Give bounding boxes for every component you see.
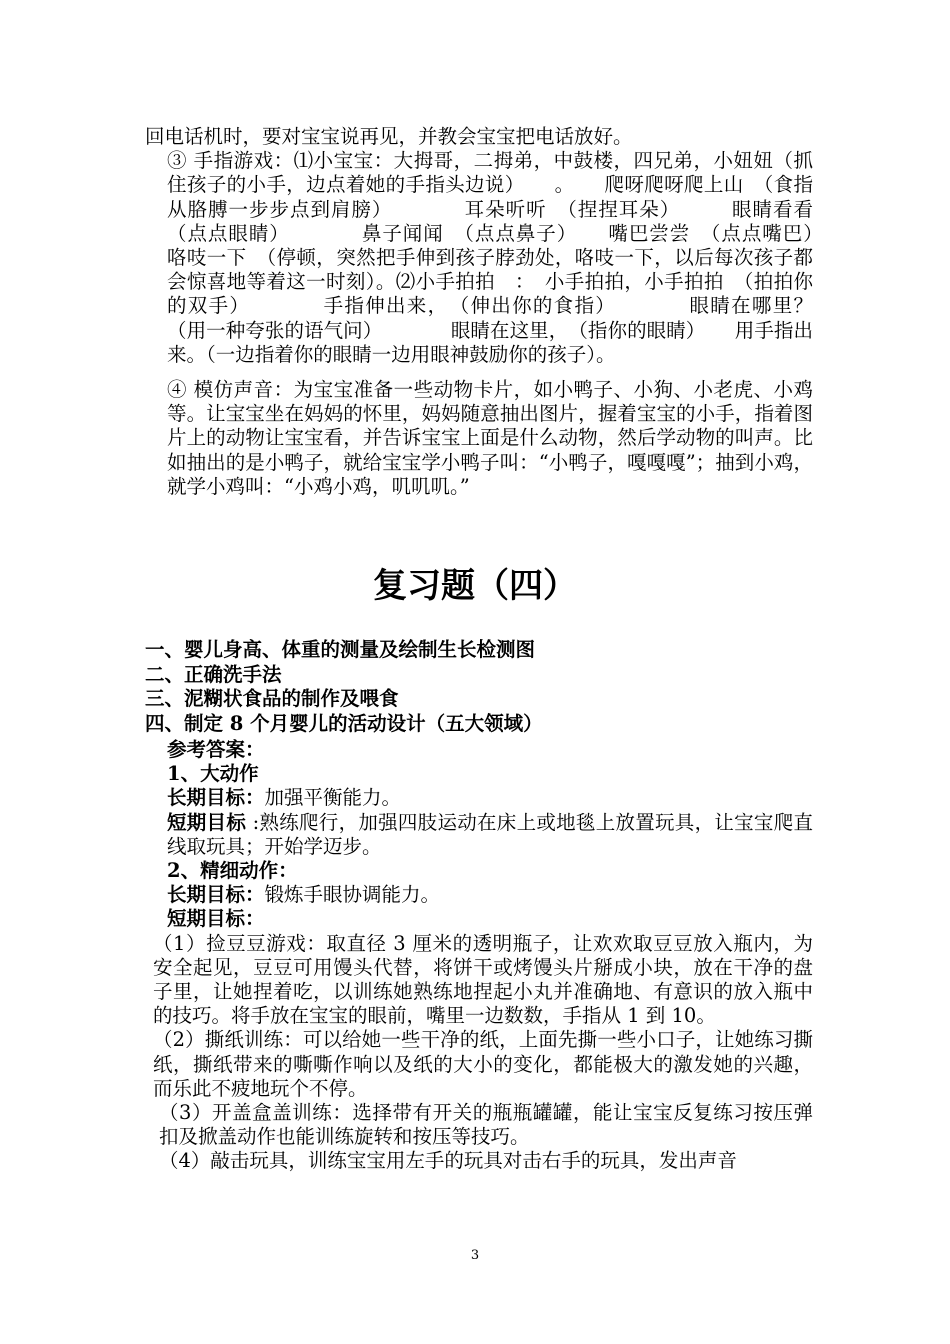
top-paragraphs <box>145 125 872 499</box>
question-list <box>145 638 825 736</box>
long-goal-label: 长期目标： <box>167 883 265 907</box>
question-item: 三、泥糊状食品的制作及喂食 <box>145 687 399 710</box>
gross-motor-short-goal <box>145 811 813 859</box>
gross-motor-long-goal <box>145 786 813 810</box>
activity-item: （4）敲击玩具，训练宝宝用左手的玩具对击右手的玩具，发出声音 <box>159 1149 737 1173</box>
page-title: 复习题（四） <box>373 566 577 606</box>
section-gross-motor-title: 1、大动作 <box>167 762 259 786</box>
section-fine-motor-title: 2、精细动作： <box>167 859 298 883</box>
fine-motor-long-goal <box>145 883 813 907</box>
long-goal-text: 加强平衡能力。 <box>264 786 402 810</box>
paragraph-imitate-sounds: ④ 模仿声音：为宝宝准备一些动物卡片，如小鸭子、小狗、小老虎、小鸡等。让宝宝坐在妈妈的怀里，妈妈随意抽出图片，握着宝宝的小手，指着图片上的动物让宝宝看，并告诉宝宝上面是什么动物，然后学动物的叫声。比如抽出的是小鸭子，就给宝宝学小鸭子叫：“小鸭子，嘎嘎嘎”；抽到小鸡，就学小鸡叫：“小鸡小鸡，叽叽叽。” <box>167 378 813 498</box>
paragraph-finger-game: ③ 手指游戏：⑴小宝宝：大拇哥，二拇弟，中鼓楼，四兄弟，小妞妞（抓住孩子的小手，边点着她的手指头边说） 。 爬呀爬呀爬上山 （食指从胳膊一步步点到肩膀） 耳朵听听 （捏捏耳朵） 眼睛看看 （点点眼睛） 鼻子闻闻 （点点鼻子） 嘴巴尝尝 （点点嘴巴） 咯吱一下 （停顿，突然把手伸到孩子脖劲处，咯吱一下，以后每次孩子都会惊喜地等着这一时刻）。⑵小手拍拍 ： 小手拍拍，小手拍拍 （拍拍你的双手） 手指伸出来， （伸出你的食指） 眼睛在哪里？ （用一种夸张的语气问） 眼睛在这里， （指你的眼睛） 用手指出来。（一边指着你的眼睛一边用眼神鼓励你的孩子）。 <box>167 149 872 366</box>
long-goal-text: 锻炼手眼协调能力。 <box>264 883 441 907</box>
page-number: 3 <box>470 1248 480 1263</box>
short-goal-label: 短期目标 <box>167 810 247 834</box>
question-item: 二、正确洗手法 <box>145 662 282 686</box>
answer-label: 参考答案： <box>167 738 265 761</box>
question-item: 四、制定 8 个月婴儿的活动设计（五大领域） <box>145 711 543 735</box>
activity-item: （1）捡豆豆游戏：取直径 3 厘米的透明瓶子，让欢欢取豆豆放入瓶内，为安全起见，豆豆可用馒头代替，将饼干或烤馒头片掰成小块，放在干净的盘子里，让她捏着吃，以训练她熟练地捏起小丸并准确地、有意识的放入瓶中的技巧。将手放在宝宝的眼前，嘴里一边数数，手指从 1 到 10。 <box>153 931 813 1028</box>
activity-item: （2）撕纸训练：可以给她一些干净的纸，上面先撕一些小口子，让她练习撕纸，撕纸带来的嘶嘶作响以及纸的大小的变化，都能极大的激发她的兴趣，而乐此不疲地玩个不停。 <box>153 1028 813 1100</box>
fine-motor-short-goal-label: 短期目标： <box>167 907 265 931</box>
short-goal-text: :熟练爬行，加强四肢运动在床上或地毯上放置玩具，让宝宝爬直线取玩具；开始学迈步。 <box>167 810 813 858</box>
answer-section <box>145 738 813 1174</box>
question-item: 一、婴儿身高、体重的测量及绘制生长检测图 <box>145 638 536 661</box>
activity-item: （3）开盖盒盖训练：选择带有开关的瓶瓶罐罐，能让宝宝反复练习按压弹扣及掀盖动作也能训练旋转和按压等技巧。 <box>159 1101 813 1149</box>
long-goal-label: 长期目标： <box>167 786 265 810</box>
paragraph-phone: 回电话机时，要对宝宝说再见，并教会宝宝把电话放好。 <box>145 125 633 148</box>
